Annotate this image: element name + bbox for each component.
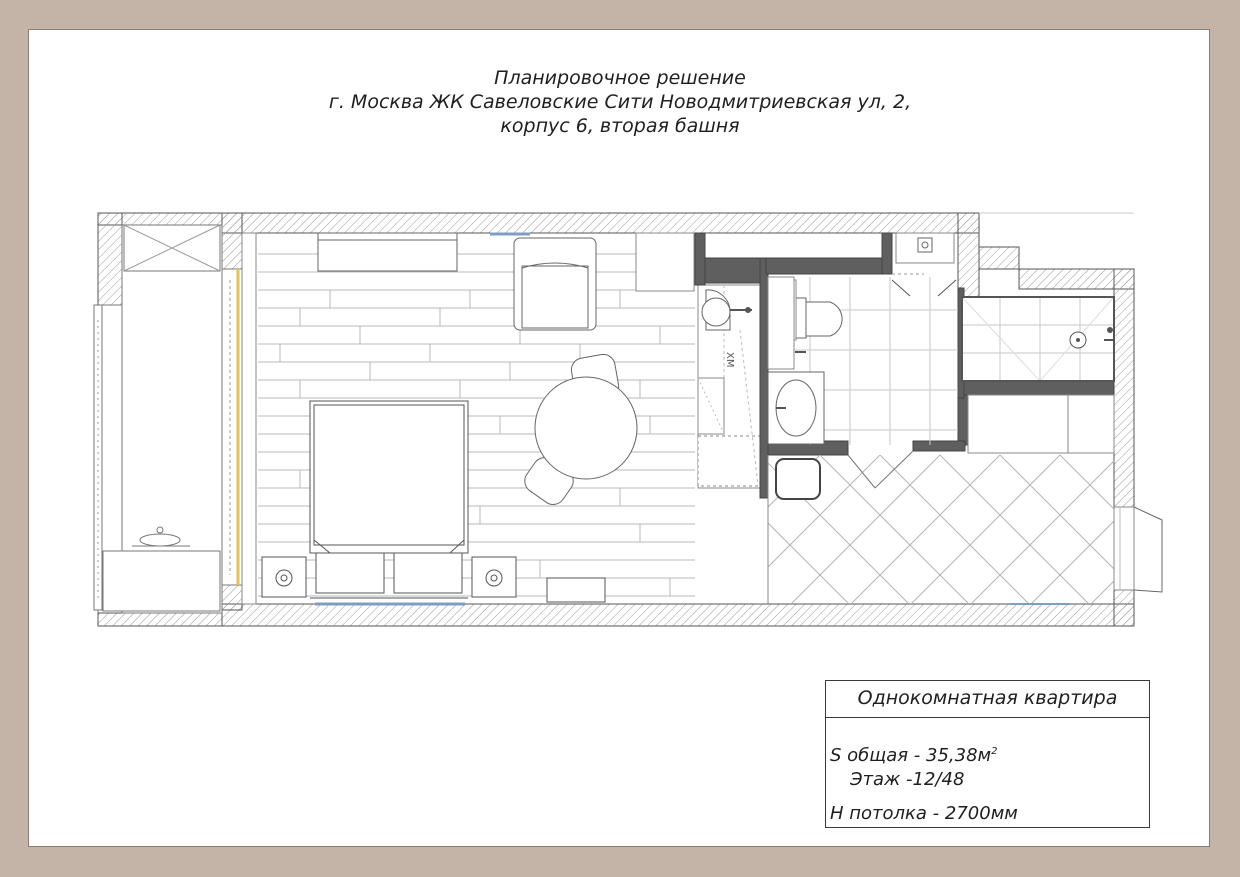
armchair: [514, 238, 596, 330]
apartment-info-box: [825, 680, 1150, 828]
floor-number: Этаж -12/48: [850, 769, 965, 790]
plan-title-line-2: г. Москва ЖК Савеловские Сити Новодмитриевская ул, 2,: [328, 91, 912, 113]
area-unit-superscript: 2: [991, 746, 998, 757]
bathroom-door: [892, 274, 956, 296]
nightstand-right: [472, 557, 516, 597]
wardrobe: [968, 395, 1114, 453]
bath-wall-cabinet: [768, 277, 794, 369]
balcony-glazing: [222, 233, 256, 604]
tv-console: [318, 233, 457, 271]
plan-title-line-3: корпус 6, вторая башня: [500, 115, 740, 137]
nightstand-left: [262, 557, 306, 597]
bench: [547, 578, 605, 602]
dining-table: [520, 353, 637, 510]
shower: [962, 297, 1114, 381]
apartment-type: Однокомнатная квартира: [826, 681, 1149, 718]
plan-title-line-1: Планировочное решение: [494, 67, 746, 89]
washbasin: [768, 372, 824, 444]
pouf: [776, 459, 820, 499]
kitchen-unit: [698, 285, 760, 488]
kitchen-cabinet-top: [636, 233, 694, 291]
ceiling-height: Н потолка - 2700мм: [830, 803, 1018, 824]
bed: [310, 401, 468, 598]
total-area-value: S общая - 35,38м: [830, 745, 992, 766]
fridge-label: ХМ: [724, 352, 735, 368]
total-area: [830, 745, 998, 766]
entrance-door: [1114, 507, 1162, 592]
utility-sink: [896, 233, 954, 263]
